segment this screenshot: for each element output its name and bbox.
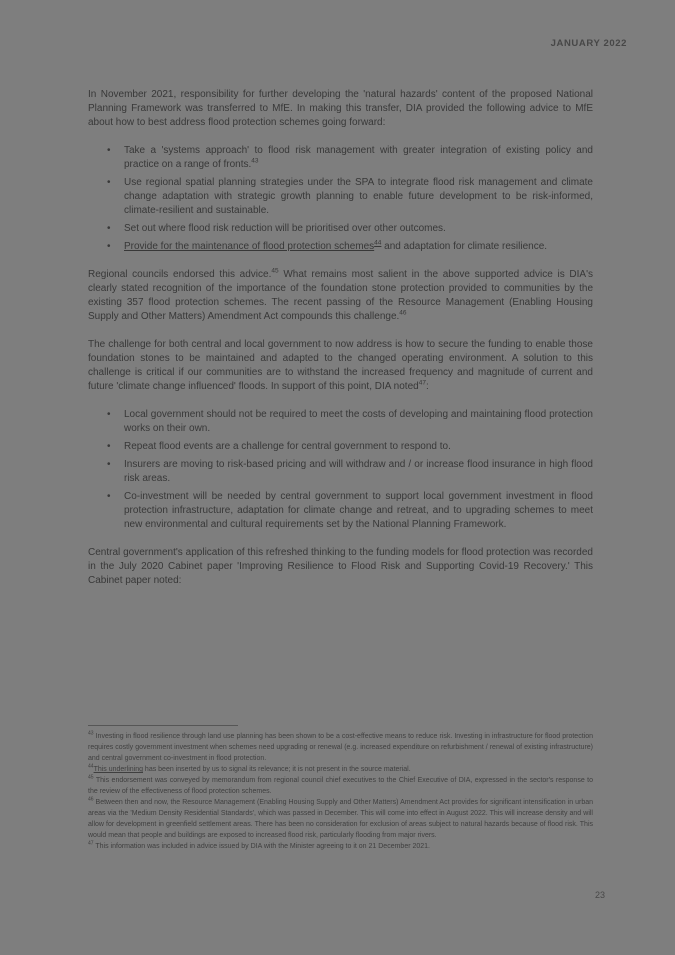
footnote-ref-43: 43 — [251, 157, 259, 165]
list-item — [88, 176, 593, 218]
list-item-underlined-text: Provide for the maintenance of flood protection schemes — [124, 241, 375, 252]
paragraph-text: The challenge for both central and local government to now address is how to secure the funding to enable those foundation stones to be maintained and adapted to the changed operating environment. A solution to this challenge is critical if our communities are to withstand the increased frequency and magnitude of current and future 'climate change influenced' floods. In support of this point, DIA noted — [88, 339, 593, 392]
list-item-text: Set out where flood risk reduction will be prioritised over other outcomes. — [124, 223, 446, 234]
page-header-date: JANUARY 2022 — [550, 38, 627, 49]
footnote-46 — [88, 797, 593, 841]
footnote-45 — [88, 775, 593, 797]
page-number: 23 — [594, 890, 605, 900]
list-item-text: Insurers are moving to risk-based pricing and will withdraw and / or increase flood insurance in high flood risk areas. — [124, 459, 593, 484]
footnote-44 — [88, 764, 593, 775]
list-item — [88, 490, 593, 532]
footnote-ref-47: 47 — [418, 379, 426, 387]
paragraph-challenge — [88, 338, 593, 394]
list-item-text: Take a 'systems approach' to flood risk management with greater integration of existing policy and practice on a range of fronts. — [124, 145, 593, 170]
footnote-47 — [88, 841, 593, 852]
footnote-ref-44: 44 — [374, 239, 382, 247]
footnote-ref-45: 45 — [271, 267, 279, 275]
list-item — [88, 240, 593, 254]
footnote-underlined-text: This underlining — [93, 766, 143, 773]
footnote-43 — [88, 731, 593, 764]
footnote-text: This endorsement was conveyed by memorandum from regional council chief executives to the Chief Executive of DIA, expressed in the sector's response to the review of the effectiveness of flood protection schemes. — [88, 777, 593, 795]
footnote-text: Investing in flood resilience through land use planning has been shown to be a cost-effective means to reduce risk. Investing in infrastructure for flood protection requires costly government investment when schemes need upgrading or renewal (e.g. increased expenditure on refurbishment / renewal of existing infrastructure) and central government co-investment in flood protection. — [88, 733, 593, 762]
footnote-ref-46: 46 — [399, 309, 407, 317]
list-item-text: Co-investment will be needed by central government to support local government investment in flood protection infrastructure, adaptation for climate change and retreat, and to upgrading schemes to meet new environmental and cultural requirements set by the National Planning Framework. — [124, 491, 593, 530]
list-item — [88, 440, 593, 454]
footnote-number: 47 — [88, 840, 94, 847]
paragraph-endorsement — [88, 268, 593, 324]
list-item-text: Repeat flood events are a challenge for central government to respond to. — [124, 441, 451, 452]
footnote-number: 46 — [88, 796, 94, 803]
footnote-number: 43 — [88, 730, 94, 737]
footnote-number: 45 — [88, 774, 94, 781]
list-item-text: and adaptation for climate resilience. — [381, 241, 548, 252]
list-item — [88, 222, 593, 236]
footnote-divider — [88, 725, 238, 726]
list-item-text: Use regional spatial planning strategies under the SPA to integrate flood risk management and climate change adaptation with strategic growth planning to enable future development to be risk-informed, climate-resilient and sustainable. — [124, 177, 593, 216]
advice-bullet-list — [88, 144, 593, 254]
paragraph-cabinet: Central government's application of this refreshed thinking to the funding models for flood protection was recorded in the July 2020 Cabinet paper 'Improving Resilience to Flood Risk and Supporting Covid-19 Recovery.' This Cabinet paper noted: — [88, 547, 593, 586]
list-item — [88, 458, 593, 486]
paragraph-text: : — [425, 381, 429, 392]
footnote-text: has been inserted by us to signal its relevance; it is not present in the source material. — [142, 766, 411, 773]
footnote-text: This information was included in advice issued by DIA with the Minister agreeing to it on 21 December 2021. — [93, 843, 430, 850]
body-text-column — [88, 88, 593, 602]
paragraph-intro: In November 2021, responsibility for further developing the 'natural hazards' content of the proposed National Planning Framework was transferred to MfE. In making this transfer, DIA provided the following advice to MfE about how to best address flood protection schemes going forward: — [88, 89, 593, 128]
list-item — [88, 408, 593, 436]
footnotes-section — [88, 725, 593, 852]
footnote-number: 44 — [88, 763, 94, 770]
list-item — [88, 144, 593, 172]
dia-noted-bullet-list — [88, 408, 593, 532]
paragraph-text: What remains most salient in the above supported advice is DIA's clearly stated recognition of the importance of the foundation stone protection provided to communities by the existing 357 flood protection schemes. The recent passing of the Resource Management (Enabling Housing Supply and Other Matters) Amendment Act compounds this challenge. — [88, 269, 593, 322]
footnote-text: Between then and now, the Resource Management (Enabling Housing Supply and Other Matters) Amendment Act provides for significant intensification in urban areas via the 'Medium Density Residential Standards', which was passed in December. This will come into effect in August 2022. This will increase density and will allow for development in greenfield settlement areas. There has been no consideration for exclusion of areas subject to natural hazards because of flood risk. This would mean that people and buildings are exposed to increased flood risk, particularly flooding from major rivers. — [88, 799, 593, 839]
list-item-text: Local government should not be required to meet the costs of developing and maintaining flood protection works on their own. — [124, 409, 593, 434]
paragraph-text: Regional councils endorsed this advice. — [88, 269, 272, 280]
